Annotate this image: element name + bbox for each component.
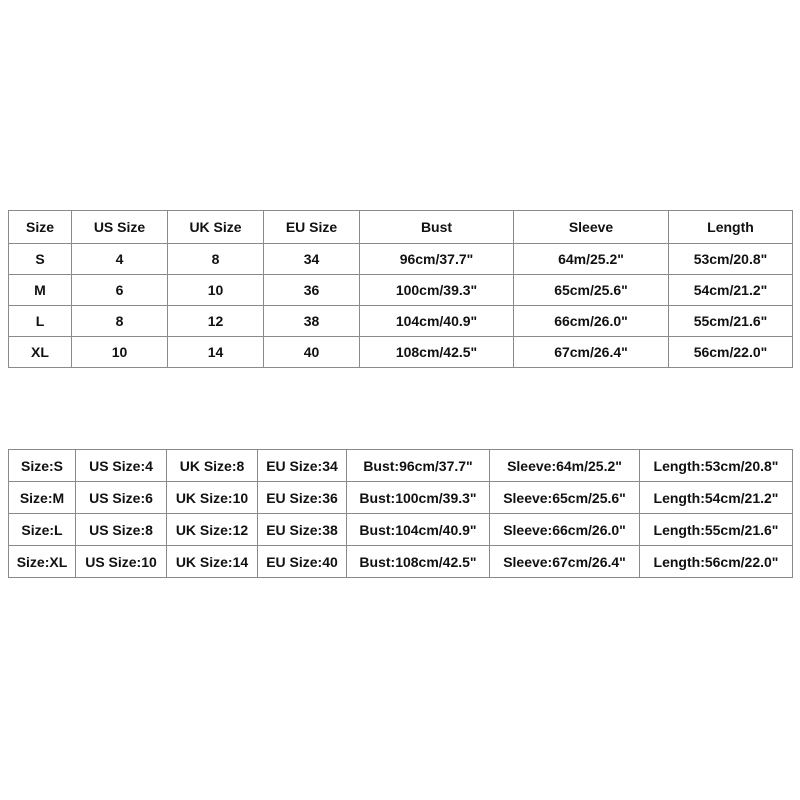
size-chart-table: [8, 210, 793, 368]
table-cell: 34: [264, 244, 360, 275]
table-cell: 100cm/39.3": [360, 275, 514, 306]
table-cell: Size:L: [9, 514, 76, 546]
table-cell: 36: [264, 275, 360, 306]
table-cell: Size:XL: [9, 546, 76, 578]
table-cell: Length:55cm/21.6": [640, 514, 793, 546]
table-row: [9, 514, 793, 546]
table-cell: 64m/25.2": [514, 244, 669, 275]
header-cell: Bust: [360, 211, 514, 244]
table-cell: UK Size:12: [167, 514, 258, 546]
table-cell: Sleeve:64m/25.2": [490, 450, 640, 482]
header-cell: US Size: [72, 211, 168, 244]
table-cell: Size:S: [9, 450, 76, 482]
table-cell: 53cm/20.8": [669, 244, 793, 275]
table-cell: Sleeve:67cm/26.4": [490, 546, 640, 578]
table-cell: 56cm/22.0": [669, 337, 793, 368]
table-cell: 55cm/21.6": [669, 306, 793, 337]
table-cell: XL: [9, 337, 72, 368]
table-cell: Bust:104cm/40.9": [347, 514, 490, 546]
table-cell: EU Size:34: [258, 450, 347, 482]
table-cell: US Size:10: [76, 546, 167, 578]
header-cell: EU Size: [264, 211, 360, 244]
table-cell: 4: [72, 244, 168, 275]
table-cell: Size:M: [9, 482, 76, 514]
table-cell: 38: [264, 306, 360, 337]
table-cell: 40: [264, 337, 360, 368]
table-cell: Bust:100cm/39.3": [347, 482, 490, 514]
table-cell: Sleeve:65cm/25.6": [490, 482, 640, 514]
table-cell: 108cm/42.5": [360, 337, 514, 368]
table-cell: 14: [168, 337, 264, 368]
table-cell: Length:56cm/22.0": [640, 546, 793, 578]
table-cell: EU Size:38: [258, 514, 347, 546]
table-row: [9, 244, 793, 275]
table-cell: 104cm/40.9": [360, 306, 514, 337]
table-cell: 10: [168, 275, 264, 306]
table-row: [9, 275, 793, 306]
table-cell: L: [9, 306, 72, 337]
table-cell: UK Size:10: [167, 482, 258, 514]
header-cell: Length: [669, 211, 793, 244]
table-cell: 54cm/21.2": [669, 275, 793, 306]
table-cell: EU Size:36: [258, 482, 347, 514]
header-cell: UK Size: [168, 211, 264, 244]
table-cell: Bust:96cm/37.7": [347, 450, 490, 482]
table-cell: EU Size:40: [258, 546, 347, 578]
table-row: [9, 337, 793, 368]
table-row: [9, 306, 793, 337]
table-cell: Length:53cm/20.8": [640, 450, 793, 482]
table-cell: 65cm/25.6": [514, 275, 669, 306]
table-cell: UK Size:14: [167, 546, 258, 578]
table-cell: Length:54cm/21.2": [640, 482, 793, 514]
table-cell: 8: [168, 244, 264, 275]
table-cell: 8: [72, 306, 168, 337]
table-cell: M: [9, 275, 72, 306]
table-cell: US Size:6: [76, 482, 167, 514]
table-cell: 67cm/26.4": [514, 337, 669, 368]
table-cell: US Size:4: [76, 450, 167, 482]
header-cell: Sleeve: [514, 211, 669, 244]
table-cell: S: [9, 244, 72, 275]
table-cell: Bust:108cm/42.5": [347, 546, 490, 578]
table-cell: US Size:8: [76, 514, 167, 546]
table-cell: 10: [72, 337, 168, 368]
table-cell: 66cm/26.0": [514, 306, 669, 337]
table-cell: 96cm/37.7": [360, 244, 514, 275]
table-header-row: [9, 211, 793, 244]
table-cell: 6: [72, 275, 168, 306]
table-cell: Sleeve:66cm/26.0": [490, 514, 640, 546]
table-cell: 12: [168, 306, 264, 337]
table-row: [9, 450, 793, 482]
size-chart-inline-table: [8, 449, 793, 578]
table-row: [9, 482, 793, 514]
table-row: [9, 546, 793, 578]
header-cell: Size: [9, 211, 72, 244]
table-cell: UK Size:8: [167, 450, 258, 482]
